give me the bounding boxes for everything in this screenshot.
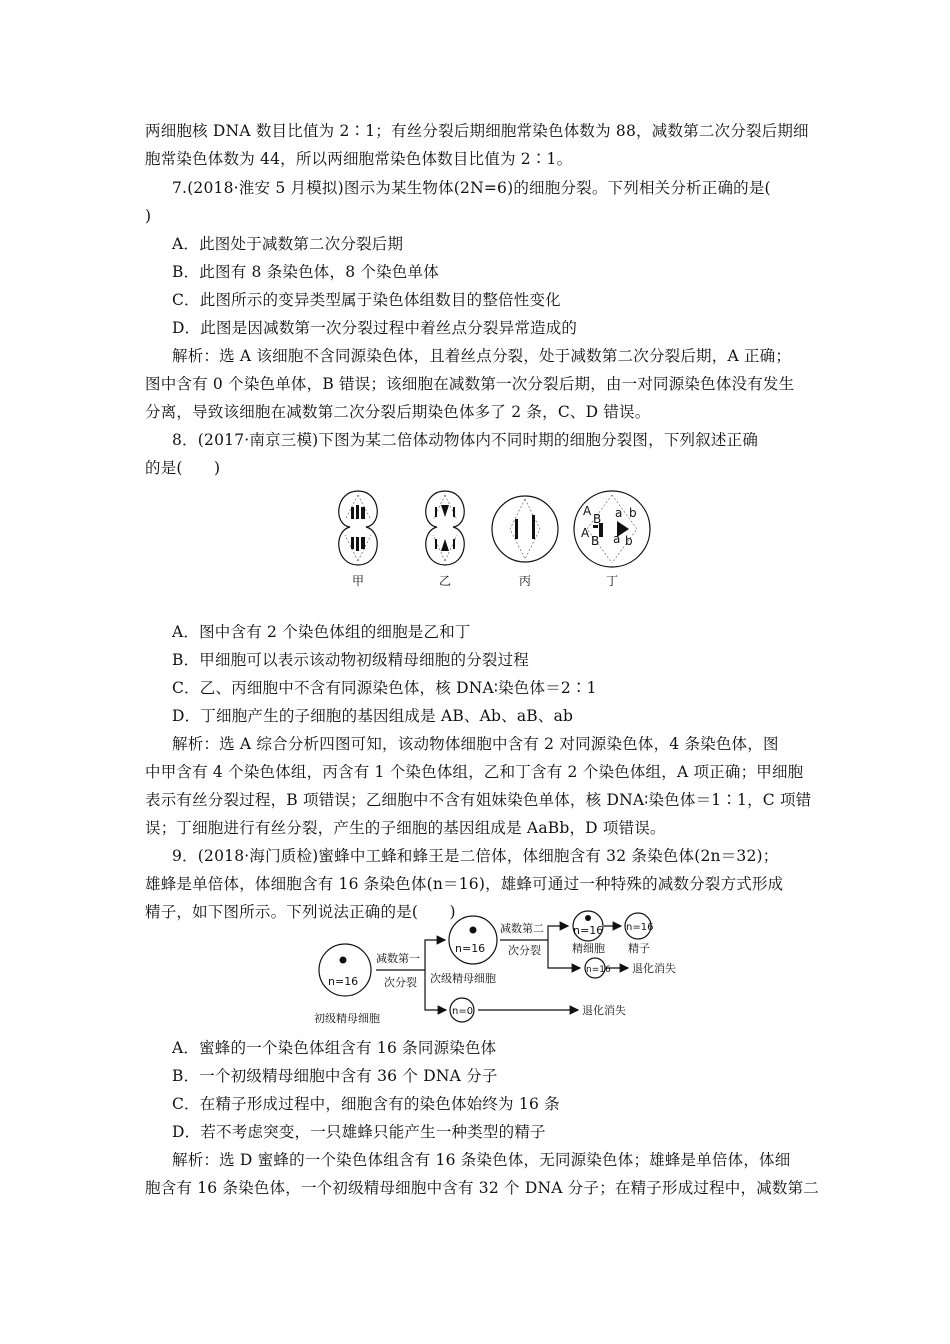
text-line: 精子，如下图所示。下列说法正确的是( ) [145,903,456,921]
primary-spermatocyte-cell [319,944,371,996]
gene-label: A [583,504,592,518]
option-d: D．此图是因减数第一次分裂过程中着丝点分裂异常造成的 [172,319,578,337]
text-line: 图中含有 0 个染色单体，B 错误；该细胞在减数第一次分裂后期，由一对同源染色体没有发生 [145,375,795,393]
cell-bing [492,496,558,562]
cell-label: 次级精母细胞 [430,972,496,985]
option-c: C．此图所示的变异类型属于染色体组数目的整倍性变化 [172,291,561,309]
cell-label: 精细胞 [572,942,605,955]
gene-label: b [629,506,637,520]
cell-ploidy: n=0 [452,1006,474,1017]
gene-label: B [593,512,602,526]
option-a: A．蜜蜂的一个染色体组含有 16 条同源染色体 [172,1039,497,1057]
cell-label: 退化消失 [632,962,676,975]
option-b: B．此图有 8 条染色体，8 个染色单体 [172,263,439,281]
gene-label: a [615,506,623,520]
text-line: 胞含有 16 条染色体，一个初级精母细胞中含有 32 个 DNA 分子；在精子形成过程中，减数第二 [145,1179,819,1197]
text-line: 胞常染色体数为 44，所以两细胞常染色体数目比值为 2∶1。 [145,150,573,168]
label-yi: 乙 [438,574,452,588]
text-line: 表示有丝分裂过程，B 项错误；乙细胞中不含有姐妹染色单体，核 DNA∶染色体＝1∶1，C 项错 [145,791,812,809]
option-c: C．在精子形成过程中，细胞含有的染色体始终为 16 条 [172,1095,560,1113]
option-b: B．一个初级精母细胞中含有 36 个 DNA 分子 [172,1067,498,1085]
text-line: 误；丁细胞进行有丝分裂，产生的子细胞的基因组成是 AaBb，D 项错误。 [145,819,666,837]
arrow-label: 减数第一 [376,952,420,965]
analysis-7: 解析：选 A 该细胞不含同源染色体，且着丝点分裂，处于减数第二次分裂后期，A 正确； [172,347,792,365]
cell-label: 初级精母细胞 [314,1012,380,1025]
option-d: D．若不考虑突变，一只雄蜂只能产生一种类型的精子 [172,1123,546,1141]
question-9-stem: 9．(2018·海门质检)蜜蜂中工蜂和蜂王是二倍体，体细胞含有 32 条染色体(2n＝32)； [172,847,779,865]
label-ding: 丁 [605,574,619,588]
label-jia: 甲 [351,574,365,588]
gene-label: B [591,534,600,548]
bee-meiosis-figure [310,910,710,1030]
cell-ploidy: n=16 [586,965,611,975]
cell-ploidy: n=16 [626,922,654,933]
arrow-label: 减数第二 [500,922,544,935]
secondary-spermatocyte-cell [449,916,497,964]
text-line: 雄蜂是单倍体，体细胞含有 16 条染色体(n＝16)，雄蜂可通过一种特殊的减数分裂方式形成 [145,875,784,893]
option-a: A．此图处于减数第二次分裂后期 [172,235,404,253]
gene-label: A [581,526,590,540]
option-c: C．乙、丙细胞中不含有同源染色体，核 DNA∶染色体＝2∶1 [172,679,597,697]
label-bing: 丙 [518,574,532,588]
text-line: 分离，导致该细胞在减数第二次分裂后期染色体多了 2 条，C、D 错误。 [145,403,651,421]
text-line: 两细胞核 DNA 数目比值为 2∶1；有丝分裂后期细胞常染色体数为 88，减数第二次分裂后期细 [145,122,809,140]
option-d: D．丁细胞产生的子细胞的基因组成是 AB、Ab、aB、ab [172,707,574,725]
option-a: A．图中含有 2 个染色体组的细胞是乙和丁 [172,623,471,641]
text-line: 中甲含有 4 个染色体组，丙含有 1 个染色体组，乙和丁含有 2 个染色体组，A 项正确；甲细胞 [145,763,804,781]
cell-label: 退化消失 [582,1004,626,1017]
analysis-8: 解析：选 A 综合分析四图可知，该动物体细胞中含有 2 对同源染色体，4 条染色体，图 [172,735,779,753]
cell-label: 精子 [628,942,650,955]
cell-division-figure [325,485,665,590]
option-b: B．甲细胞可以表示该动物初级精母细胞的分裂过程 [172,651,529,669]
text-line: ) [145,207,152,225]
cell-ploidy: n=16 [455,942,486,955]
cell-ploidy: n=16 [573,924,604,937]
cell-ploidy: n=16 [328,975,359,988]
question-7-stem: 7.(2018·淮安 5 月模拟)图示为某生物体(2N=6)的细胞分裂。下列相关分析正确的是( [172,179,771,197]
arrow-label: 次分裂 [384,976,417,989]
analysis-9: 解析：选 D 蜜蜂的一个染色体组含有 16 条染色体，无同源染色体；雄蜂是单倍体，体细 [172,1151,791,1169]
arrow-label: 次分裂 [508,944,541,957]
text-line: 的是( ) [145,459,221,477]
question-8-stem: 8．(2017·南京三模)下图为某二倍体动物体内不同时期的细胞分裂图，下列叙述正确 [172,431,759,449]
cell-jia [339,491,377,565]
cell-yi [426,491,464,565]
gene-label: b [625,534,633,548]
gene-label: a [613,532,621,546]
